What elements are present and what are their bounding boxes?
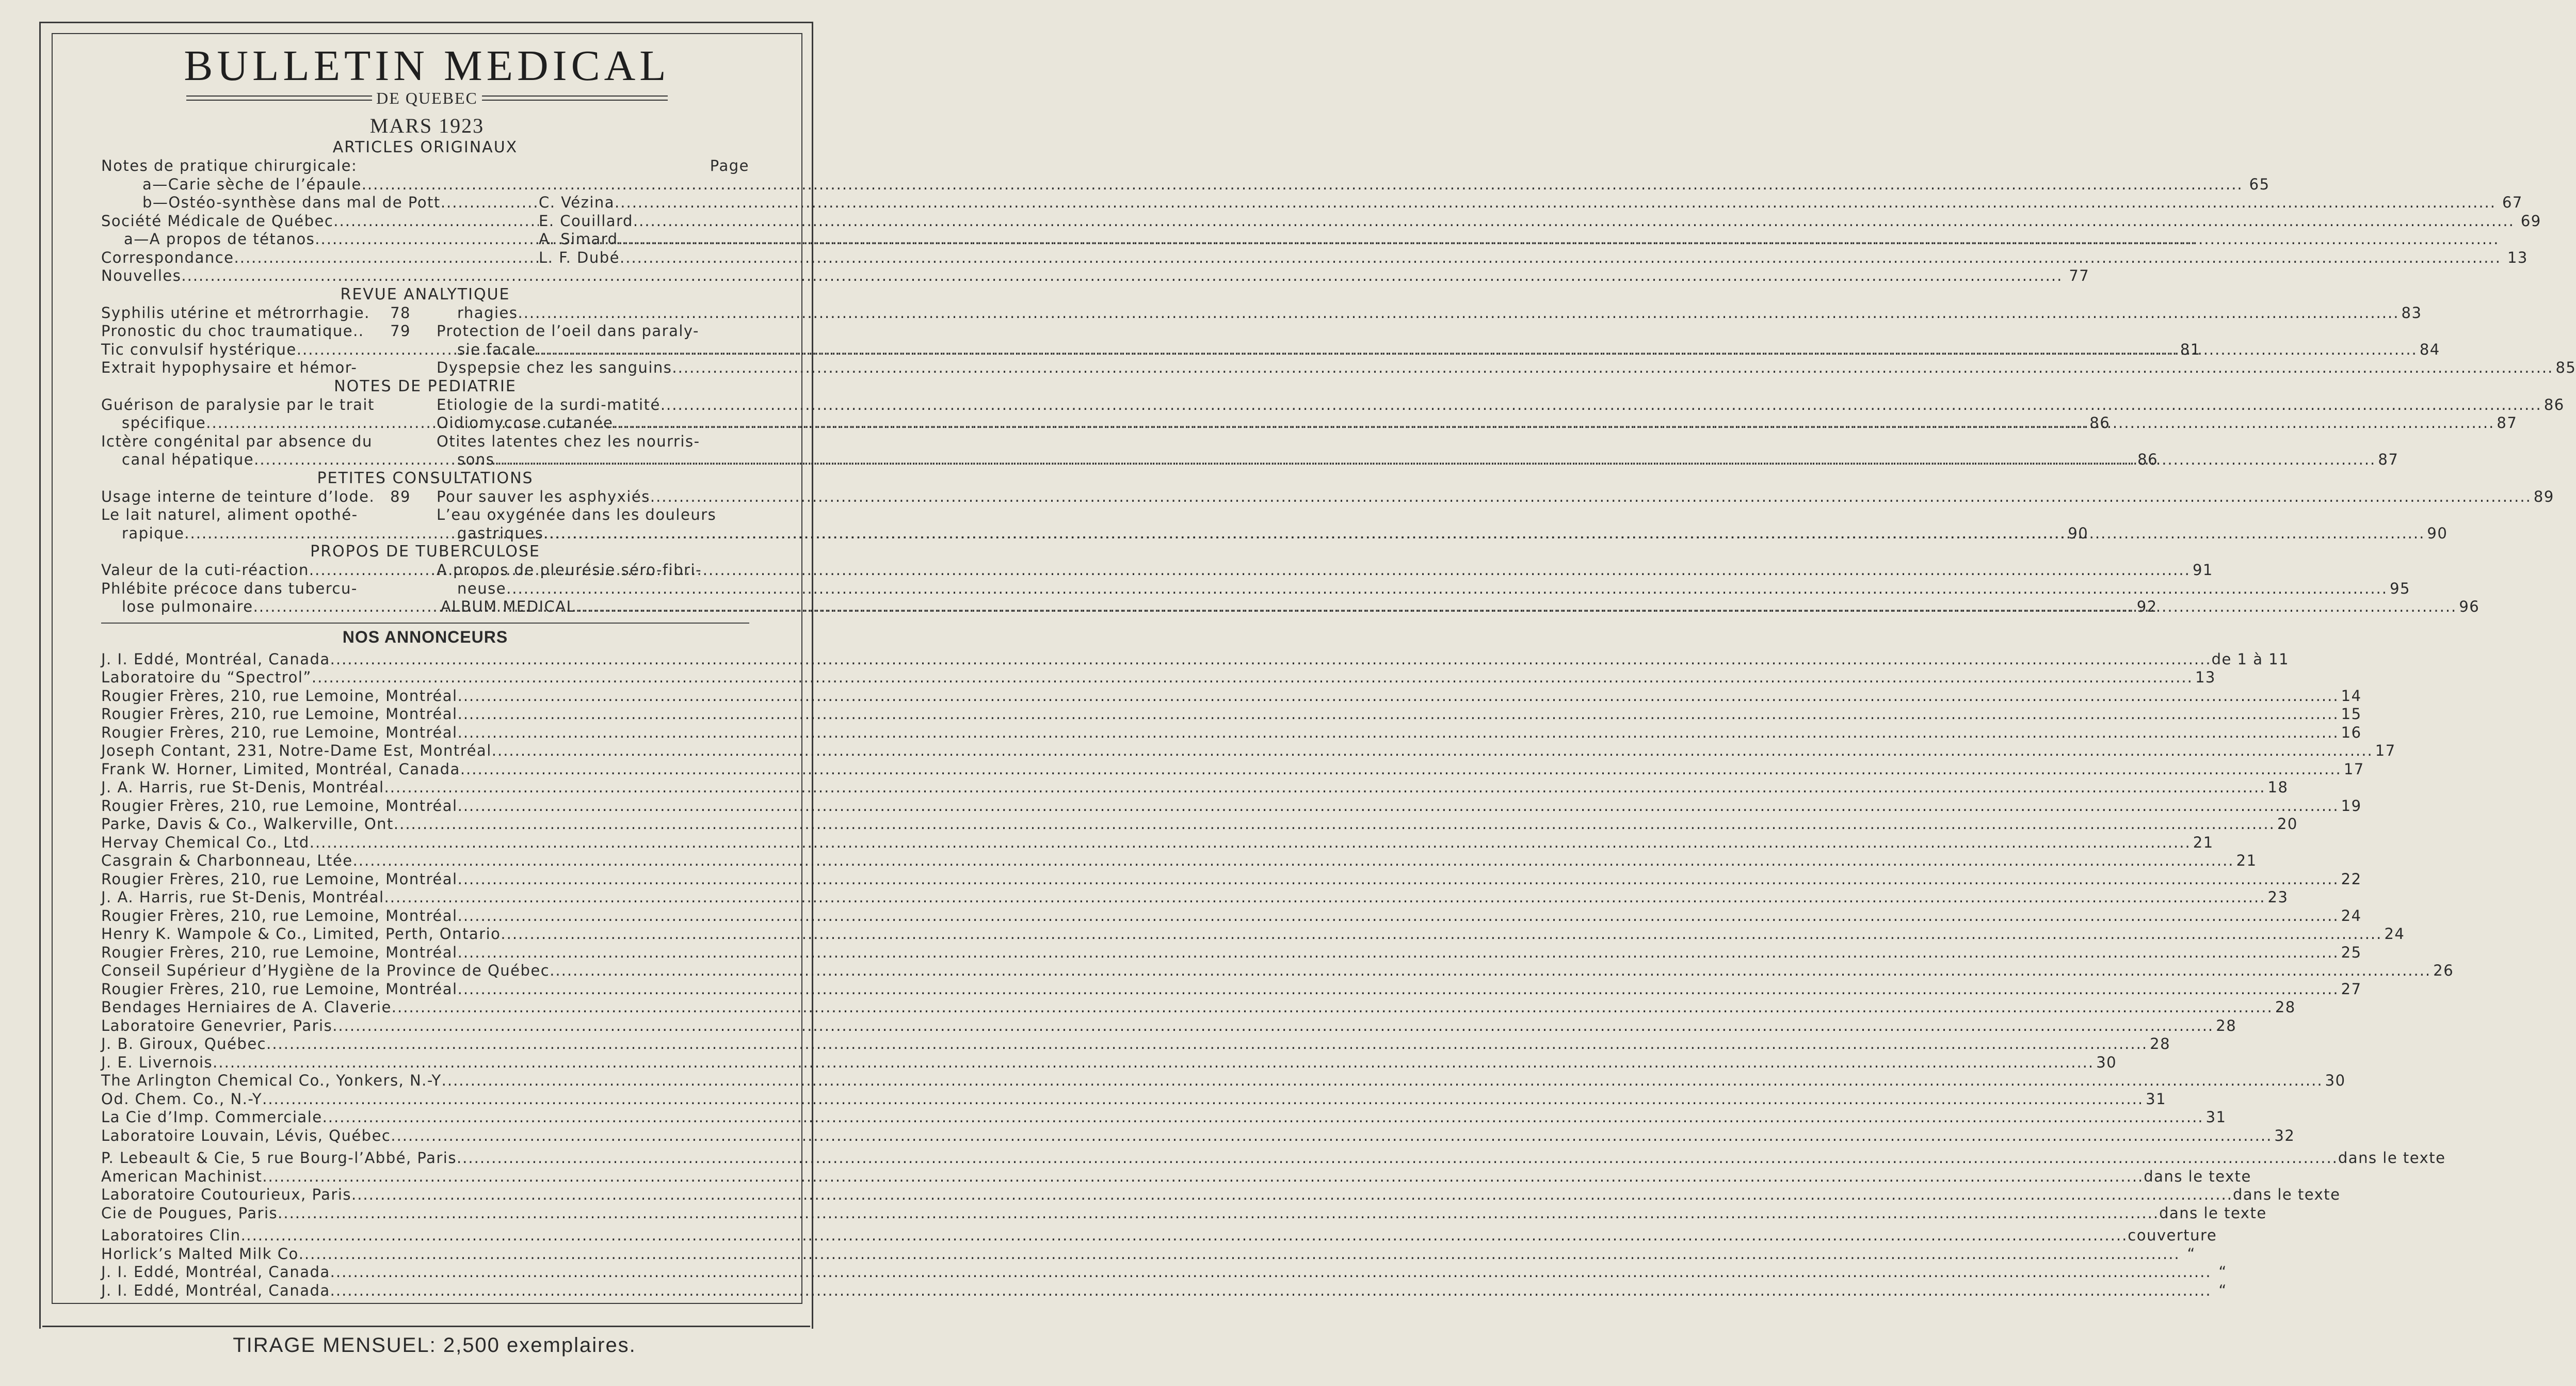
advertiser-name: Hervay Chemical Co., Ltd bbox=[101, 833, 310, 851]
issue-date: MARS 1923 bbox=[369, 114, 485, 137]
article-author: L. F. Dubé bbox=[539, 248, 620, 266]
dot-leader bbox=[213, 1054, 2094, 1072]
section-heading-articles: ARTICLES ORIGINAUX bbox=[332, 138, 518, 156]
section-heading-pediatrie: NOTES DE PEDIATRIE bbox=[334, 377, 517, 395]
advertiser-page: 21 bbox=[2236, 852, 2257, 869]
advertiser-page: 20 bbox=[2277, 815, 2298, 833]
advertiser-name: Frank W. Horner, Limited, Montréal, Canada bbox=[101, 760, 460, 778]
dot-leader bbox=[458, 980, 2339, 999]
advertiser-name: J. I. Eddé, Montréal, Canada bbox=[101, 650, 330, 668]
advertiser-name: La Cie d’Imp. Commerciale bbox=[101, 1108, 323, 1126]
advertiser-name: Laboratoire Louvain, Lévis, Québec bbox=[101, 1126, 391, 1144]
article-author: E. Couillard bbox=[539, 212, 633, 230]
entry-title: Ictère congénital par absence du bbox=[101, 432, 373, 450]
entry-row bbox=[101, 359, 411, 377]
dot-leader bbox=[332, 1017, 2214, 1035]
advertiser-page: dans le texte bbox=[2159, 1204, 2267, 1222]
entry-row bbox=[101, 396, 411, 415]
advertiser-name: Horlick’s Malted Milk Co bbox=[101, 1245, 299, 1263]
entry-page bbox=[388, 433, 411, 451]
section-heading-tuberculose: PROPOS DE TUBERCULOSE bbox=[310, 543, 540, 561]
entry-title: Guérison de paralysie par le trait bbox=[101, 395, 375, 413]
entry-page: 85 bbox=[2555, 359, 2576, 376]
entry-title: canal hépatique bbox=[122, 451, 254, 468]
articles-lead: Notes de pratique chirurgicale: bbox=[101, 157, 358, 174]
entry-page: 84 bbox=[2419, 340, 2440, 358]
entry-page: 95 bbox=[2390, 579, 2410, 597]
entry-page bbox=[727, 506, 749, 524]
publication-subtitle: DE QUEBEC bbox=[376, 89, 478, 107]
table-of-contents bbox=[101, 138, 2576, 1300]
entry-page: 86 bbox=[2137, 451, 2159, 468]
entry-row bbox=[437, 304, 2422, 323]
advertiser-row bbox=[101, 943, 2362, 962]
advertiser-row bbox=[101, 1167, 2251, 1186]
page-column-label: Page bbox=[710, 157, 749, 174]
dot-leader bbox=[458, 870, 2339, 889]
dot-leader bbox=[384, 888, 2266, 907]
entry-row bbox=[437, 506, 749, 524]
entry-page: 87 bbox=[2378, 451, 2399, 468]
dot-leader bbox=[394, 815, 2275, 834]
advertiser-name: Rougier Frères, 210, rue Lemoine, Montréal bbox=[101, 796, 458, 815]
article-page: 13 bbox=[2507, 248, 2528, 266]
double-rule-left bbox=[186, 95, 372, 101]
entry-title: Extrait hypophysaire et hémor- bbox=[101, 359, 358, 376]
advertiser-name: Joseph Contant, 231, Notre-Dame Est, Montréal bbox=[101, 742, 492, 759]
revue-columns bbox=[101, 304, 2576, 377]
dot-leader bbox=[353, 852, 2234, 870]
entry-row bbox=[101, 506, 411, 524]
dot-leader bbox=[351, 1186, 2233, 1204]
article-title: a—A propos de tétanos bbox=[124, 230, 315, 248]
advertiser-page: 21 bbox=[2193, 833, 2214, 851]
dot-leader bbox=[323, 1108, 2204, 1127]
entry-page bbox=[388, 580, 411, 598]
masthead bbox=[52, 41, 802, 138]
advertiser-row bbox=[101, 1090, 2167, 1109]
dot-leader bbox=[330, 1282, 2212, 1300]
dot-leader bbox=[458, 797, 2339, 816]
entry-title: Oidiomycose cutanée bbox=[437, 414, 614, 432]
advertiser-page: 24 bbox=[2341, 906, 2362, 925]
advertiser-name: Rougier Frères, 210, rue Lemoine, Montréal bbox=[101, 943, 458, 961]
dot-leader bbox=[330, 650, 2212, 669]
bottom-rule bbox=[42, 1326, 810, 1327]
article-author: C. Vézina bbox=[539, 194, 615, 211]
advertiser-page: 31 bbox=[2205, 1108, 2227, 1126]
advertiser-name: Laboratoire du “Spectrol” bbox=[101, 668, 312, 686]
dot-leader bbox=[457, 1149, 2338, 1168]
advertiser-name: Cie de Pougues, Paris bbox=[101, 1204, 278, 1222]
dot-leader bbox=[501, 925, 2382, 944]
entry-row bbox=[437, 359, 2576, 377]
entry-page: 86 bbox=[2543, 395, 2565, 413]
advertiser-name: American Machinist bbox=[101, 1167, 263, 1185]
entry-row bbox=[101, 580, 411, 598]
advertiser-name: J. A. Harris, rue St-Denis, Montréal bbox=[101, 888, 384, 906]
advertiser-name: J. E. Livernois bbox=[101, 1053, 213, 1071]
entry-page: 91 bbox=[2192, 561, 2213, 579]
advertiser-page: dans le texte bbox=[2144, 1167, 2251, 1185]
advertiser-page: 17 bbox=[2375, 742, 2396, 759]
entry-title: neuse bbox=[457, 579, 507, 597]
entry-page bbox=[388, 396, 411, 415]
advertiser-page: 28 bbox=[2216, 1016, 2237, 1034]
entry-title: Dyspepsie chez les sanguins bbox=[437, 359, 672, 376]
advertiser-page: 17 bbox=[2343, 760, 2364, 778]
advertiser-row bbox=[101, 1016, 2237, 1035]
advertiser-row bbox=[101, 888, 2289, 907]
advertiser-row bbox=[101, 742, 2396, 760]
advertiser-row bbox=[101, 1226, 2217, 1245]
article-row bbox=[101, 267, 2090, 285]
advertiser-name: P. Lebeault & Cie, 5 rue Bourg-l’Abbé, Paris bbox=[101, 1149, 457, 1167]
advertiser-row bbox=[101, 650, 2290, 669]
advertiser-name: J. B. Giroux, Québec bbox=[101, 1035, 267, 1053]
article-page: 65 bbox=[2249, 175, 2270, 193]
entry-page: 78 bbox=[390, 304, 411, 322]
advertiser-page: 28 bbox=[2150, 1035, 2171, 1053]
advertiser-page: 30 bbox=[2325, 1072, 2346, 1089]
dot-leader bbox=[492, 742, 2373, 760]
dot-leader bbox=[262, 1090, 2144, 1109]
advertiser-row bbox=[101, 1149, 2446, 1168]
advertiser-row bbox=[101, 1204, 2267, 1223]
advertiser-page: 19 bbox=[2341, 796, 2362, 815]
article-row bbox=[101, 248, 2528, 267]
advertiser-name: J. I. Eddé, Montréal, Canada bbox=[101, 1263, 330, 1281]
dot-leader bbox=[460, 760, 2342, 779]
advertiser-row bbox=[101, 668, 2216, 687]
advertiser-row bbox=[101, 833, 2214, 852]
entry-title: sie facale bbox=[457, 340, 536, 358]
advertiser-page: couverture bbox=[2128, 1226, 2217, 1244]
advertiser-row bbox=[101, 925, 2405, 944]
entry-row bbox=[437, 487, 2554, 506]
entry-title: spécifique bbox=[122, 414, 206, 432]
entry-row bbox=[437, 433, 749, 451]
advertiser-page: 14 bbox=[2341, 687, 2362, 705]
advertiser-name: Laboratoire Coutourieux, Paris bbox=[101, 1186, 351, 1203]
advertiser-row bbox=[101, 687, 2362, 706]
advertiser-row bbox=[101, 998, 2296, 1017]
advertiser-name: Parke, Davis & Co., Walkerville, Ont bbox=[101, 815, 394, 833]
entry-title: Usage interne de teinture d’Iode. bbox=[101, 487, 375, 505]
entry-page bbox=[727, 433, 749, 451]
entry-title: lose pulmonaire bbox=[122, 598, 253, 615]
advertiser-row bbox=[101, 1126, 2295, 1145]
entry-title: Pour sauver les asphyxiés bbox=[437, 487, 650, 505]
article-row bbox=[101, 175, 2270, 194]
entry-row bbox=[437, 579, 2410, 598]
advertiser-name: Casgrain & Charbonneau, Ltée bbox=[101, 852, 353, 869]
article-page: 77 bbox=[2069, 267, 2090, 284]
entry-title: rapique bbox=[122, 524, 185, 542]
dot-leader bbox=[442, 1072, 2323, 1090]
advertiser-page: 15 bbox=[2341, 705, 2362, 723]
entry-page: 89 bbox=[390, 487, 411, 505]
entry-row bbox=[437, 395, 2565, 415]
advertiser-page: dans le texte bbox=[2338, 1149, 2446, 1167]
section-heading-consultations: PETITES CONSULTATIONS bbox=[317, 469, 534, 487]
advertiser-name: Rougier Frères, 210, rue Lemoine, Montréal bbox=[101, 687, 458, 705]
publication-title: BULLETIN MEDICAL bbox=[184, 42, 670, 90]
advertiser-name: Rougier Frères, 210, rue Lemoine, Montréal bbox=[101, 980, 458, 998]
dot-leader bbox=[262, 1168, 2144, 1186]
entry-page: 92 bbox=[2136, 598, 2158, 615]
entry-row bbox=[101, 322, 411, 341]
dot-leader bbox=[312, 668, 2193, 687]
article-title: b—Ostéo-synthèse dans mal de Pott bbox=[142, 194, 441, 211]
entry-title: rhagies bbox=[457, 304, 518, 322]
advertiser-name: Laboratoires Clin. bbox=[101, 1226, 247, 1244]
consultations-right-column bbox=[437, 487, 2554, 543]
dot-leader bbox=[330, 1263, 2212, 1282]
section-heading-annonceurs: NOS ANNONCEURS bbox=[342, 627, 508, 646]
advertiser-name: Rougier Frères, 210, rue Lemoine, Montréal bbox=[101, 705, 458, 723]
advertiser-row bbox=[101, 980, 2362, 999]
entry-title: Pronostic du choc traumatique.. bbox=[101, 322, 364, 340]
advertiser-page: 16 bbox=[2341, 723, 2362, 741]
advertiser-page: 24 bbox=[2384, 925, 2405, 943]
entry-row bbox=[101, 488, 411, 506]
entry-title: Otites latentes chez les nourris- bbox=[437, 432, 700, 450]
dot-leader bbox=[278, 1204, 2159, 1223]
entry-row bbox=[437, 561, 749, 580]
advertiser-name: The Arlington Chemical Co., Yonkers, N.-Y bbox=[101, 1072, 442, 1089]
dot-leader bbox=[310, 834, 2191, 852]
advertiser-list-texte bbox=[101, 1149, 2446, 1222]
dot-leader bbox=[266, 1035, 2148, 1054]
entry-title: Phlébite précoce dans tubercu- bbox=[101, 579, 358, 597]
entry-page: 90 bbox=[2427, 524, 2448, 542]
advertiser-list-couverture bbox=[101, 1226, 2227, 1300]
double-rule-right bbox=[482, 95, 668, 101]
advertiser-row bbox=[101, 815, 2298, 834]
entry-title: Valeur de la cuti-réaction bbox=[101, 561, 309, 579]
advertiser-page: 23 bbox=[2267, 888, 2289, 906]
print-run-footer: TIRAGE MENSUEL: 2,500 exemplaires. bbox=[233, 1334, 636, 1357]
advertiser-name: J. A. Harris, rue St-Denis, Montréal bbox=[101, 778, 384, 796]
advertiser-page: 22 bbox=[2341, 870, 2362, 888]
advertiser-row bbox=[101, 1245, 2196, 1264]
advertiser-page: dans le texte bbox=[2232, 1186, 2341, 1203]
entry-row bbox=[437, 322, 749, 341]
dot-leader bbox=[458, 724, 2339, 742]
pediatrie-columns bbox=[101, 395, 2565, 469]
advertiser-row bbox=[101, 1263, 2227, 1282]
entry-title: Tic convulsif hystérique bbox=[101, 340, 297, 358]
entry-page bbox=[388, 359, 411, 377]
advertiser-page: 25 bbox=[2341, 943, 2362, 961]
section-heading-revue: REVUE ANALYTIQUE bbox=[340, 285, 510, 304]
advertiser-page: 18 bbox=[2267, 778, 2289, 796]
article-title: Correspondance bbox=[101, 248, 234, 266]
advertiser-row bbox=[101, 705, 2362, 724]
entry-page: 79 bbox=[390, 322, 411, 340]
entry-row bbox=[101, 433, 411, 451]
advertiser-row bbox=[101, 760, 2364, 779]
dot-leader bbox=[550, 962, 2431, 980]
articles-lead-row bbox=[101, 157, 749, 176]
advertiser-name: Laboratoire Genevrier, Paris bbox=[101, 1016, 333, 1034]
dot-leader bbox=[384, 778, 2266, 797]
advertiser-row bbox=[101, 1186, 2341, 1204]
entry-title: Le lait naturel, aliment opothé- bbox=[101, 506, 358, 523]
entry-page: 87 bbox=[2497, 414, 2518, 432]
advertiser-row bbox=[101, 778, 2289, 797]
article-page: 67 bbox=[2502, 194, 2523, 211]
advertiser-name: Henry K. Wampole & Co., Limited, Perth, Ontario bbox=[101, 925, 501, 943]
advertiser-row bbox=[101, 1053, 2117, 1072]
article-row bbox=[101, 212, 2541, 231]
advertiser-row bbox=[101, 1072, 2346, 1090]
advertiser-name: Rougier Frères, 210, rue Lemoine, Montréal bbox=[101, 723, 458, 741]
entry-page: 83 bbox=[2401, 304, 2422, 322]
entry-title: Protection de l’oeil dans paraly- bbox=[437, 322, 700, 340]
advertiser-name: Bendages Herniaires de A. Claverie bbox=[101, 998, 392, 1016]
entry-row bbox=[101, 304, 411, 323]
advertiser-row bbox=[101, 723, 2362, 742]
article-title: Nouvelles bbox=[101, 267, 182, 284]
article-page: 69 bbox=[2520, 212, 2541, 230]
advertiser-page: de 1 à 11 bbox=[2211, 650, 2290, 668]
advertiser-row bbox=[101, 852, 2257, 870]
pediatrie-right-column bbox=[437, 395, 2565, 469]
entry-page bbox=[388, 506, 411, 524]
tuberculose-columns bbox=[101, 561, 2480, 616]
article-title: a—Carie sèche de l’épaule bbox=[142, 175, 362, 193]
entry-title: Etiologie de la surdi-matité bbox=[437, 395, 661, 413]
advertiser-name: Rougier Frères, 210, rue Lemoine, Montréal bbox=[101, 870, 458, 888]
article-row bbox=[101, 194, 2523, 212]
advertiser-row bbox=[101, 870, 2362, 889]
dot-leader bbox=[458, 907, 2339, 926]
entry-title: sons bbox=[457, 451, 495, 468]
entry-title: ALBUM MEDICAL bbox=[441, 598, 576, 615]
dot-leader bbox=[391, 1127, 2272, 1145]
entry-title: L’eau oxygénée dans les douleurs bbox=[437, 506, 717, 523]
advertiser-row bbox=[101, 1035, 2171, 1054]
article-title: Société Médicale de Québec bbox=[101, 212, 334, 230]
advertiser-row bbox=[101, 962, 2454, 980]
advertiser-page: “ bbox=[2218, 1281, 2227, 1299]
entry-page: 90 bbox=[2068, 524, 2089, 542]
advertiser-page: 13 bbox=[2195, 668, 2216, 686]
entry-title: A propos de pleurésie séro-fibri- bbox=[437, 561, 702, 579]
advertiser-page: 31 bbox=[2146, 1090, 2167, 1108]
entry-title: Syphilis utérine et métrorrhagie. bbox=[101, 304, 370, 322]
advertiser-page: 28 bbox=[2275, 998, 2296, 1016]
section-divider bbox=[101, 623, 749, 624]
dot-leader bbox=[246, 1226, 2128, 1245]
consultations-columns bbox=[101, 487, 2554, 543]
dot-leader bbox=[392, 998, 2273, 1017]
advertiser-page: “ bbox=[2218, 1263, 2227, 1281]
dot-leader bbox=[299, 1245, 2180, 1264]
entry-page: 81 bbox=[2180, 340, 2201, 358]
advertiser-row bbox=[101, 1108, 2227, 1127]
advertiser-row bbox=[101, 906, 2362, 926]
subtitle-row bbox=[52, 89, 802, 107]
advertiser-name: Od. Chem. Co., N.-Y bbox=[101, 1090, 263, 1108]
entry-row bbox=[437, 524, 2448, 543]
article-row bbox=[101, 230, 749, 249]
advertiser-name: Rougier Frères, 210, rue Lemoine, Montréal bbox=[101, 906, 458, 925]
advertiser-list bbox=[101, 650, 2454, 1145]
entry-page: 89 bbox=[2533, 487, 2554, 505]
dot-leader bbox=[458, 687, 2339, 706]
article-author: A. Simard bbox=[539, 230, 618, 248]
entry-page bbox=[727, 322, 749, 341]
dot-leader bbox=[458, 705, 2339, 724]
advertiser-row bbox=[101, 1281, 2227, 1300]
advertiser-page: 30 bbox=[2096, 1053, 2117, 1071]
entry-page: 86 bbox=[2089, 414, 2111, 432]
advertiser-row bbox=[101, 796, 2362, 816]
advertiser-page: 26 bbox=[2433, 962, 2454, 979]
entry-title: gastriques bbox=[457, 524, 544, 542]
advertiser-page: 27 bbox=[2341, 980, 2362, 998]
entry-page bbox=[727, 561, 749, 580]
dot-leader bbox=[458, 944, 2339, 962]
advertiser-name: Conseil Supérieur d’Hygiène de la Province de Québec bbox=[101, 962, 550, 979]
advertiser-page: 32 bbox=[2274, 1126, 2295, 1144]
entry-page: 96 bbox=[2459, 598, 2480, 615]
advertiser-page: “ bbox=[2187, 1245, 2196, 1263]
advertiser-name: J. I. Eddé, Montréal, Canada bbox=[101, 1281, 330, 1299]
